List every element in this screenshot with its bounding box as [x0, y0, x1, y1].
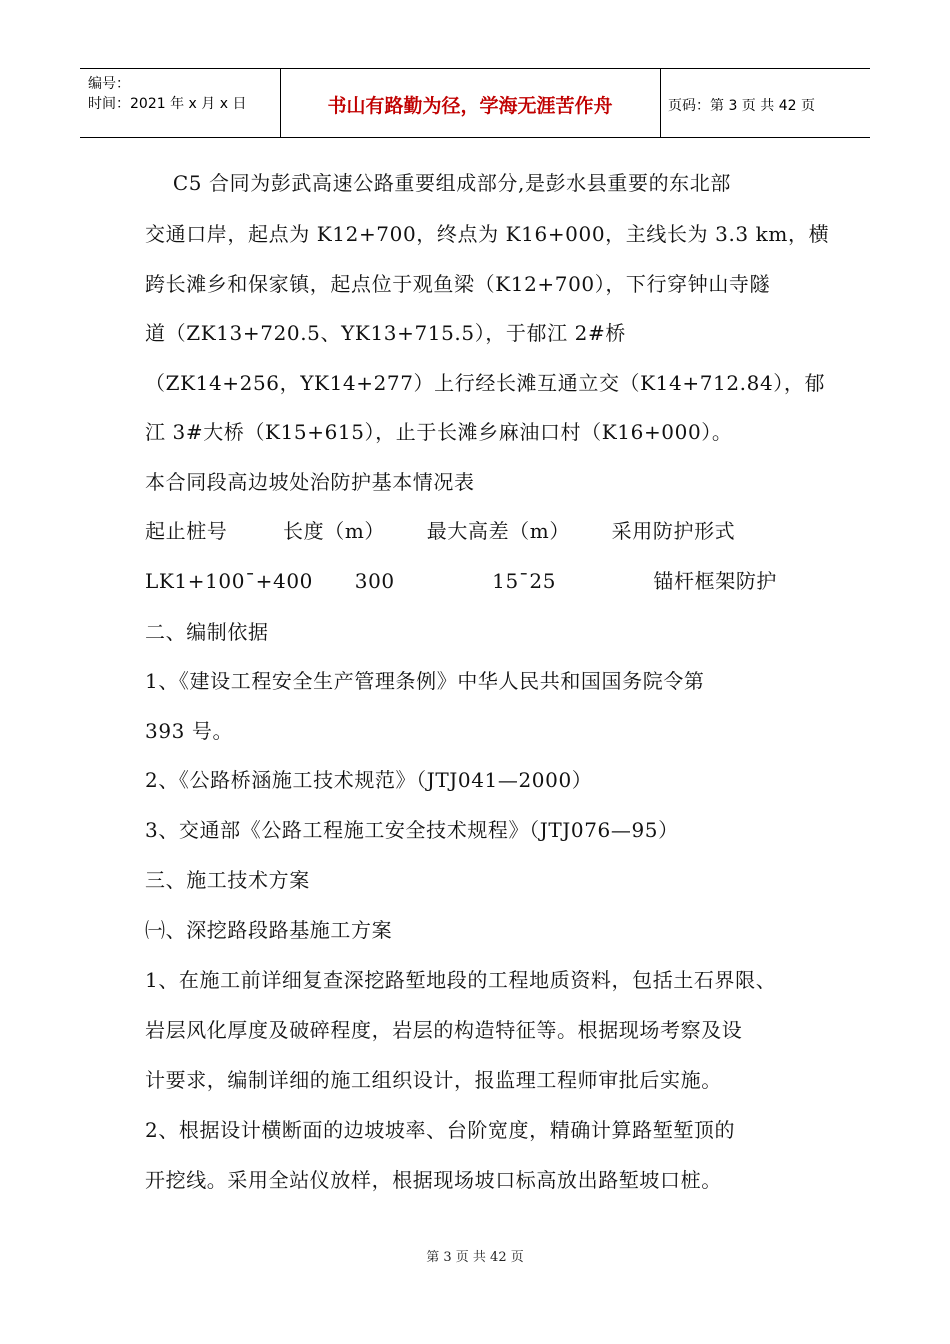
body-line: 开挖线。采用全站仪放样，根据现场坡口标高放出路堑坡口桩。: [145, 1168, 722, 1192]
table-caption: 本合同段高边坡处治防护基本情况表: [145, 470, 475, 494]
body-line: 393 号。: [145, 719, 234, 743]
page-header: [80, 68, 870, 138]
section-heading: 三、施工技术方案: [145, 868, 310, 892]
subsection-heading: ㈠、深挖路段路基施工方案: [145, 918, 393, 942]
body-line: C5 合同为彭武高速公路重要组成部分,是彭水县重要的东北部: [145, 171, 731, 195]
body-line: 2、《公路桥涵施工技术规范》（JTJ041—2000）: [145, 768, 593, 792]
header-page-info: 页码：第 3 页 共 42 页: [668, 98, 815, 114]
document-number-label: 编号：: [88, 76, 130, 92]
header-motto: 书山有路勤为径，学海无涯苦作舟: [327, 95, 613, 117]
body-line: 跨长滩乡和保家镇，起点位于观鱼梁（K12+700），下行穿钟山寺隧: [145, 272, 771, 296]
body-line: 江 3#大桥（K15+615），止于长滩乡麻油口村（K16+000）。: [145, 420, 733, 444]
body-line: 1、《建设工程安全生产管理条例》中华人民共和国国务院令第: [145, 669, 705, 693]
body-line: 道（ZK13+720.5、YK13+715.5），于郁江 2#桥: [145, 321, 626, 345]
body-line: 计要求，编制详细的施工组织设计，报监理工程师审批后实施。: [145, 1068, 722, 1092]
body-line: 2、根据设计横断面的边坡坡率、台阶宽度，精确计算路堑堑顶的: [145, 1118, 736, 1142]
section-heading: 二、编制依据: [145, 620, 269, 644]
body-line: 交通口岸，起点为 K12+700，终点为 K16+000，主线长为 3.3 km，横: [145, 222, 830, 246]
body-line: 岩层风化厚度及破碎程度，岩层的构造特征等。根据现场考察及设: [145, 1018, 743, 1042]
header-left-cell: [80, 69, 281, 137]
body-line: 3、交通部《公路工程施工安全技术规程》（JTJ076—95）: [145, 818, 679, 842]
table-header-row: 起止桩号 长度（m） 最大高差（m） 采用防护形式: [145, 519, 736, 543]
table-data-row: LK1+100¯+400 300 15¯25 锚杆框架防护: [145, 569, 778, 593]
body-line: 1、在施工前详细复查深挖路堑地段的工程地质资料，包括土石界限、: [145, 968, 777, 992]
header-right-cell: [660, 69, 870, 137]
body-line: （ZK14+256，YK14+277）上行经长滩互通立交（K14+712.84），郁: [145, 371, 826, 395]
header-middle-cell: [280, 69, 661, 137]
page-footer: 第 3 页 共 42 页: [426, 1250, 524, 1265]
document-date-label: 时间：2021 年 x 月 x 日: [88, 96, 247, 112]
